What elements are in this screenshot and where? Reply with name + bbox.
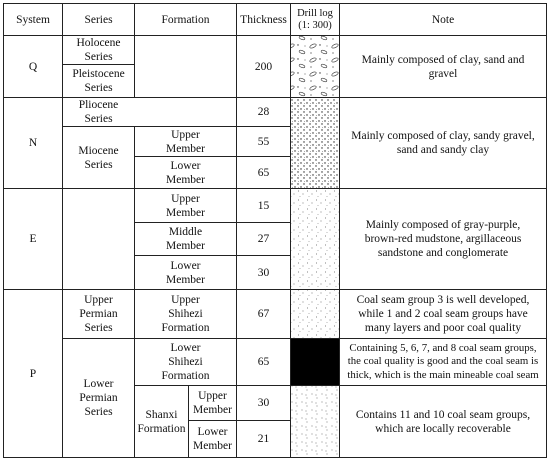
header-drill-log: Drill log (1: 300) [297, 7, 333, 31]
formation-e-upper-member: Upper Member [166, 192, 205, 219]
formation-upper-shihezi: Upper Shihezi Formation [161, 294, 210, 334]
note-q: Mainly composed of clay, sand and gravel [361, 53, 525, 80]
drill-log-gravel [291, 35, 339, 97]
series-pleistocene: Pleistocene Series [72, 68, 125, 94]
thickness-upper-shihezi: 67 [257, 308, 270, 320]
drill-log-dense-dots [291, 97, 339, 188]
formation-n-upper-member: Upper Member [166, 128, 205, 155]
system-p: P [29, 367, 37, 380]
drill-log-shanxi [291, 385, 339, 457]
note-shanxi: Contains 11 and 10 coal seam groups, which are locally recoverable [355, 408, 531, 435]
formation-shanxi-upper-member: Upper Member [193, 390, 232, 416]
series-pliocene: Pliocene Series [78, 99, 119, 125]
drill-log-coal-seam [291, 338, 339, 385]
header-system: System [16, 13, 50, 26]
thickness-lower-shihezi: 65 [257, 356, 270, 368]
system-n: N [28, 137, 38, 149]
formation-lower-shihezi: Lower Shihezi Formation [161, 342, 210, 382]
drill-log-fine-dots [291, 188, 339, 338]
formation-e-middle-member: Middle Member [166, 226, 205, 252]
series-lower-permian: Lower Permian Series [79, 378, 118, 418]
header-note: Note [431, 13, 455, 26]
header-formation: Formation [161, 13, 210, 26]
system-e: E [29, 233, 37, 245]
series-holocene: Holocene Series [76, 37, 121, 63]
thickness-e-lower: 30 [257, 266, 270, 279]
system-q: Q [28, 60, 38, 73]
thickness-q: 200 [254, 60, 273, 73]
series-miocene: Miocene Series [78, 144, 119, 171]
formation-n-lower-member: Lower Member [166, 159, 205, 186]
formation-e-lower-member: Lower Member [166, 259, 205, 286]
thickness-e-upper: 15 [257, 199, 270, 212]
note-lower-shihezi: Containing 5, 6, 7, and 8 coal seam groups, the coal quality is good and the coal seam is thick, which is the main mineable coal seam [347, 341, 539, 381]
thickness-shanxi-upper: 30 [257, 397, 270, 409]
thickness-pliocene: 28 [257, 106, 270, 118]
thickness-miocene-upper: 55 [257, 135, 270, 148]
series-upper-permian: Upper Permian Series [79, 294, 118, 334]
formation-shanxi: Shanxi Formation [137, 408, 186, 435]
header-series: Series [84, 13, 113, 26]
thickness-shanxi-lower: 21 [257, 433, 270, 445]
formation-shanxi-lower-member: Lower Member [193, 426, 232, 452]
header-thickness: Thickness [240, 13, 287, 26]
note-e: Mainly composed of gray-purple, brown-red mudstone, argillaceous sandstone and conglomerate [364, 219, 522, 259]
thickness-e-middle: 27 [257, 233, 270, 245]
note-upper-permian: Coal seam group 3 is well developed, while 1 and 2 coal seam groups have many layers and poor coal quality [356, 294, 530, 334]
note-n: Mainly composed of clay, sandy gravel, sand and sandy clay [351, 130, 535, 156]
thickness-miocene-lower: 65 [257, 166, 270, 179]
